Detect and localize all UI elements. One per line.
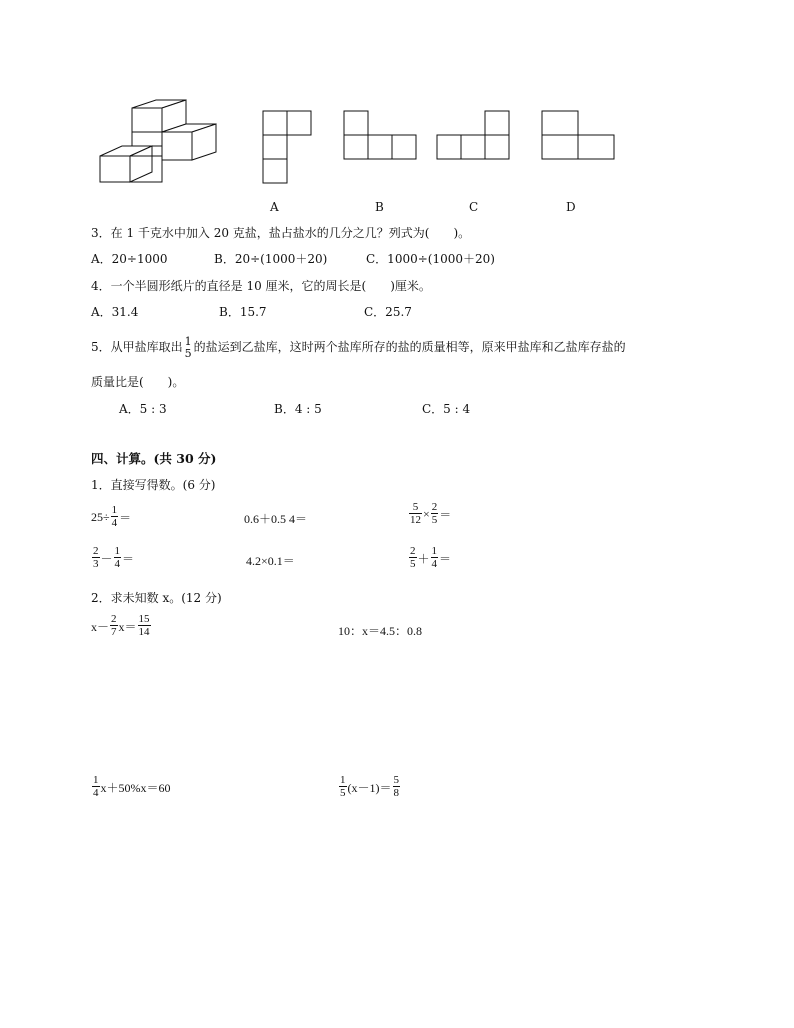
view-option-b bbox=[343, 110, 417, 160]
question-3-option-b: B．20÷(1000＋20) bbox=[214, 252, 328, 266]
calc-1-a: 25÷ bbox=[91, 509, 110, 524]
question-5-option-b: B．4 : 5 bbox=[274, 402, 322, 416]
calc-3 bbox=[408, 502, 451, 526]
fraction-numerator: 2 bbox=[111, 613, 117, 625]
equation-1-fraction-1 bbox=[110, 614, 118, 638]
fraction-denominator: 14 bbox=[138, 626, 150, 638]
calc-5: 4.2×0.1＝ bbox=[246, 554, 295, 568]
equation-2: 10：x＝4.5：0.8 bbox=[338, 624, 423, 638]
calc-3-fraction-1 bbox=[409, 502, 422, 526]
calc-1 bbox=[91, 505, 131, 529]
view-option-c bbox=[436, 110, 510, 160]
view-option-a bbox=[262, 110, 312, 184]
fraction-numerator: 2 bbox=[93, 545, 99, 557]
figure-label-b: B bbox=[375, 200, 384, 214]
calc-4-op: － bbox=[100, 551, 113, 566]
question-5-stem-line2: 质量比是( )。 bbox=[91, 375, 185, 389]
question-4-option-c: C．25.7 bbox=[364, 305, 412, 319]
equation-4-fraction-2 bbox=[393, 775, 401, 799]
cube-figure bbox=[96, 96, 220, 186]
figure-label-c: C bbox=[469, 200, 479, 214]
equation-4-fraction-1 bbox=[339, 775, 347, 799]
equation-4-b: (x－1)＝ bbox=[347, 780, 392, 795]
equation-3 bbox=[91, 775, 171, 799]
figure-label-d: D bbox=[566, 200, 576, 214]
fraction-numerator: 1 bbox=[111, 504, 118, 516]
view-option-d bbox=[541, 110, 615, 160]
question-4-stem: 4．一个半圆形纸片的直径是 10 厘米，它的周长是( )厘米。 bbox=[91, 279, 431, 293]
equation-1 bbox=[91, 614, 152, 638]
calc-6 bbox=[408, 546, 451, 570]
equation-1-fraction-2 bbox=[138, 614, 151, 638]
section-4-title: 四、计算。(共 30 分) bbox=[91, 451, 217, 466]
question-5-option-a: A．5 : 3 bbox=[119, 402, 167, 416]
fraction-numerator: 1 bbox=[340, 774, 346, 786]
fraction-numerator: 1 bbox=[93, 774, 99, 786]
question-3-option-c: C．1000÷(1000＋20) bbox=[366, 252, 495, 266]
question-5-fraction bbox=[184, 336, 193, 359]
calc-3-fraction-2 bbox=[431, 502, 439, 526]
fraction-denominator: 5 bbox=[410, 558, 416, 570]
fraction-denominator: 4 bbox=[93, 787, 99, 799]
fraction-numerator: 5 bbox=[409, 502, 422, 514]
equation-1-a: x－ bbox=[91, 619, 110, 634]
fraction-denominator: 7 bbox=[111, 626, 117, 638]
fraction-denominator: 5 bbox=[431, 514, 438, 526]
fraction-numerator: 1 bbox=[114, 545, 121, 557]
fraction-denominator: 5 bbox=[340, 787, 346, 799]
question-4-option-b: B．15.7 bbox=[219, 305, 267, 319]
fraction-denominator: 4 bbox=[114, 558, 121, 570]
fraction-denominator: 5 bbox=[184, 347, 192, 360]
fraction-numerator: 2 bbox=[410, 545, 416, 557]
fraction-denominator: 4 bbox=[431, 558, 438, 570]
figure-label-a: A bbox=[270, 200, 279, 214]
calc-6-fraction-1 bbox=[409, 546, 417, 570]
calc-4 bbox=[91, 546, 134, 570]
question-5-stem-after: 的盐运到乙盐库，这时两个盐库所存的盐的质量相等，原来甲盐库和乙盐库存盐的 bbox=[193, 340, 626, 354]
calc-4-eq: ＝ bbox=[122, 551, 135, 566]
fraction-numerator: 5 bbox=[393, 774, 399, 786]
fraction-numerator: 1 bbox=[431, 545, 438, 557]
calc-6-fraction-2 bbox=[431, 546, 439, 570]
fraction-denominator: 4 bbox=[111, 517, 118, 529]
calc-1-fraction bbox=[111, 505, 119, 529]
calc-6-eq: ＝ bbox=[439, 551, 452, 566]
fraction-numerator: 1 bbox=[184, 335, 192, 348]
calc-4-fraction-1 bbox=[92, 546, 100, 570]
fraction-denominator: 8 bbox=[393, 787, 399, 799]
calc-1-eq: ＝ bbox=[119, 510, 132, 525]
question-5-stem bbox=[91, 336, 626, 359]
part-1-title: 1．直接写得数。(6 分) bbox=[91, 478, 216, 492]
calc-3-eq: ＝ bbox=[439, 507, 452, 522]
question-5-option-c: C．5 : 4 bbox=[422, 402, 471, 416]
calc-2: 0.6＋0.5 4＝ bbox=[244, 512, 308, 526]
fraction-denominator: 3 bbox=[93, 558, 99, 570]
fraction-numerator: 15 bbox=[138, 613, 150, 625]
question-3-option-a: A．20÷1000 bbox=[91, 252, 168, 266]
fraction-denominator: 12 bbox=[410, 514, 421, 526]
equation-4 bbox=[338, 775, 401, 799]
equation-3-b: x＋50%x＝60 bbox=[100, 780, 171, 795]
equation-1-b: x＝ bbox=[118, 619, 137, 634]
question-3-stem: 3．在 1 千克水中加入 20 克盐，盐占盐水的几分之几？列式为( )。 bbox=[91, 226, 471, 240]
calc-6-op: ＋ bbox=[417, 551, 430, 566]
question-4-option-a: A．31.4 bbox=[91, 305, 139, 319]
calc-4-fraction-2 bbox=[114, 546, 122, 570]
calc-3-op: × bbox=[423, 506, 430, 521]
question-5-stem-before: 5．从甲盐库取出 bbox=[91, 340, 183, 354]
fraction-numerator: 2 bbox=[431, 501, 438, 513]
part-2-title: 2．求未知数 x。(12 分) bbox=[91, 591, 222, 605]
equation-3-fraction bbox=[92, 775, 100, 799]
